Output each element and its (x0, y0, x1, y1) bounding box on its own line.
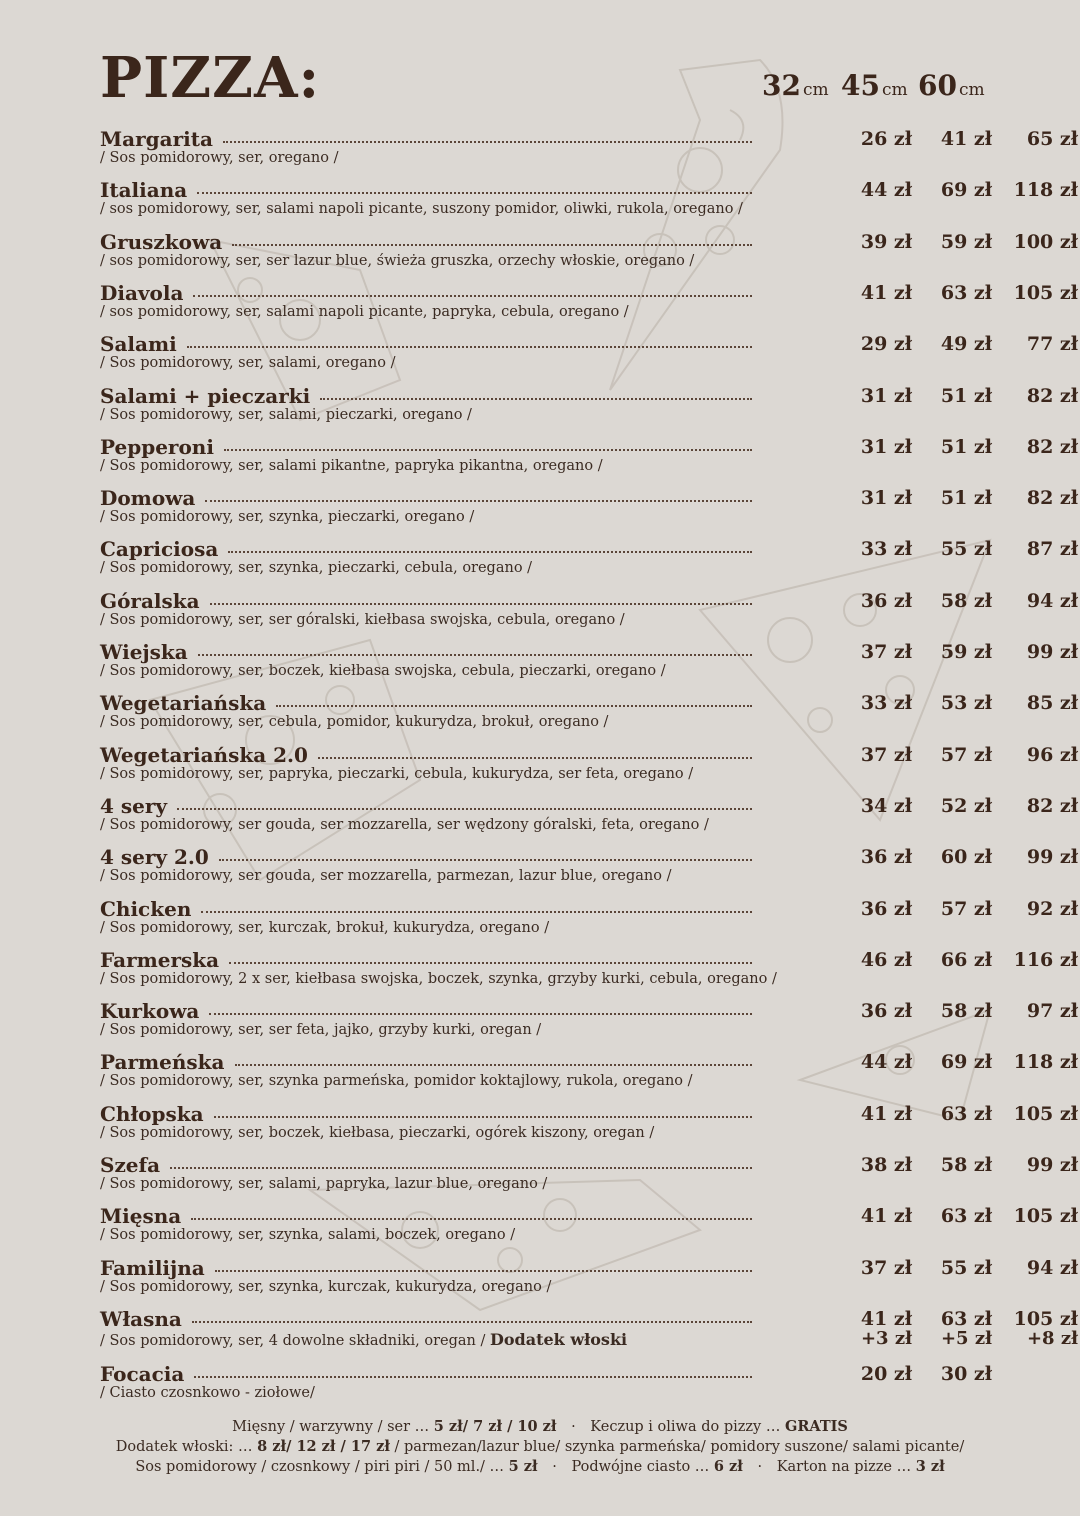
dot-leader (210, 603, 752, 605)
price-45: 30 zł (940, 1363, 992, 1385)
dot-leader (232, 244, 752, 246)
price-32: 33 zł (860, 538, 912, 560)
price-45: 63 zł (940, 282, 992, 304)
size-header-45: 45 cm (841, 69, 908, 102)
price-60: 116 zł (1013, 949, 1078, 971)
menu-item (100, 588, 1078, 632)
item-description: / Sos pomidorowy, ser, kurczak, brokuł, kukurydza, oregano / (100, 920, 550, 936)
dot-leader (194, 1376, 752, 1378)
item-description: / Sos pomidorowy, 2 x ser, kiełbasa swojska, boczek, szynka, grzyby kurki, cebula, oregano / (100, 971, 777, 987)
item-description: / Sos pomidorowy, ser, szynka, kurczak, kukurydza, oregano / (100, 1279, 552, 1295)
price-32: 37 zł (860, 641, 912, 663)
menu-item (100, 793, 1078, 837)
addon-price-60: +8 zł (1026, 1328, 1078, 1349)
price-32: 44 zł (860, 1051, 912, 1073)
menu-item (100, 1152, 1078, 1196)
price-60: 99 zł (1026, 1154, 1078, 1176)
price-45: 41 zł (940, 128, 992, 150)
price-60: 99 zł (1026, 641, 1078, 663)
dot-leader (191, 1218, 752, 1220)
price-60: 82 zł (1026, 385, 1078, 407)
price-60: 97 zł (1026, 1000, 1078, 1022)
dot-leader (198, 654, 752, 656)
item-name: Wegetariańska 2.0 (100, 743, 308, 767)
item-name: Góralska (100, 589, 200, 613)
item-name: Farmerska (100, 948, 220, 972)
addon-price-45: +5 zł (940, 1328, 992, 1349)
menu-item (100, 690, 1078, 734)
price-60: 105 zł (1013, 1308, 1078, 1330)
price-45: 69 zł (940, 179, 992, 201)
price-32: 36 zł (860, 846, 912, 868)
item-description: / Sos pomidorowy, ser, salami pikantne, papryka pikantna, oregano / (100, 458, 603, 474)
price-45: 63 zł (940, 1308, 992, 1330)
item-name: Własna (100, 1307, 182, 1331)
item-name: Chicken (100, 897, 192, 921)
item-name: Focacia (100, 1362, 185, 1386)
menu-item (100, 844, 1078, 888)
dot-leader (223, 141, 752, 143)
item-name: Szefa (100, 1153, 161, 1177)
item-name: Mięsna (100, 1204, 182, 1228)
dot-leader (192, 1321, 752, 1323)
menu-item (100, 1049, 1078, 1093)
price-45: 51 zł (940, 436, 992, 458)
menu-item (100, 229, 1078, 273)
price-60: 87 zł (1026, 538, 1078, 560)
price-32: 36 zł (860, 898, 912, 920)
price-45: 51 zł (940, 487, 992, 509)
price-32: 34 zł (860, 795, 912, 817)
item-description: / Sos pomidorowy, ser, papryka, pieczarki, cebula, kukurydza, ser feta, oregano / (100, 766, 694, 782)
price-32: 37 zł (860, 1257, 912, 1279)
item-description: / sos pomidorowy, ser, salami napoli picante, suszony pomidor, oliwki, rukola, oregano / (100, 201, 743, 217)
menu-item (100, 383, 1078, 427)
price-32: 33 zł (860, 692, 912, 714)
price-60: 65 zł (1026, 128, 1078, 150)
price-32: 31 zł (860, 487, 912, 509)
price-60: 85 zł (1026, 692, 1078, 714)
price-32: 41 zł (860, 1205, 912, 1227)
item-description: / Sos pomidorowy, ser, ser feta, jajko, grzyby kurki, oregan / (100, 1022, 542, 1038)
item-name: Salami (100, 332, 177, 356)
item-description: / sos pomidorowy, ser, salami napoli picante, papryka, cebula, oregano / (100, 304, 629, 320)
price-45: 53 zł (940, 692, 992, 714)
item-name: Wiejska (100, 640, 188, 664)
price-32: 20 zł (860, 1363, 912, 1385)
size-header-32: 32 cm (762, 69, 829, 102)
item-name: Capriciosa (100, 537, 219, 561)
price-60: 100 zł (1013, 231, 1078, 253)
price-45: 58 zł (940, 1000, 992, 1022)
price-60: 94 zł (1026, 1257, 1078, 1279)
price-45: 49 zł (940, 333, 992, 355)
item-description: / Sos pomidorowy, ser, oregano / (100, 150, 339, 166)
price-45: 55 zł (940, 1257, 992, 1279)
price-32: 41 zł (860, 1103, 912, 1125)
item-description: / Sos pomidorowy, ser, cebula, pomidor, kukurydza, brokuł, oregano / (100, 714, 609, 730)
item-name: Pepperoni (100, 435, 214, 459)
item-description: / Sos pomidorowy, ser, salami, pieczarki, oregano / (100, 407, 472, 423)
footer-line-3: Sos pomidorowy / czosnkowy / piri piri / 50 ml./ … 5 zł · Podwójne ciasto … 6 zł · Karton na pizze … 3 zł (135, 1458, 945, 1475)
menu-item (100, 536, 1078, 580)
price-32: 26 zł (860, 128, 912, 150)
menu-item (100, 331, 1078, 375)
price-32: 41 zł (860, 1308, 912, 1330)
dot-leader (219, 859, 752, 861)
addon-price-32: +3 zł (860, 1328, 912, 1349)
price-32: 36 zł (860, 590, 912, 612)
item-description: / Sos pomidorowy, ser, szynka, pieczarki, oregano / (100, 509, 475, 525)
dot-leader (209, 1013, 752, 1015)
dot-leader (177, 808, 752, 810)
item-name: Wegetariańska (100, 691, 267, 715)
item-description: / Sos pomidorowy, ser, salami, papryka, lazur blue, oregano / (100, 1176, 548, 1192)
item-description: / Sos pomidorowy, ser, szynka, salami, boczek, oregano / (100, 1227, 516, 1243)
price-45: 63 zł (940, 1205, 992, 1227)
price-60: 105 zł (1013, 282, 1078, 304)
dot-leader (197, 192, 752, 194)
item-description: / Sos pomidorowy, ser, boczek, kiełbasa, pieczarki, ogórek kiszony, oregan / (100, 1125, 655, 1141)
item-description: / Ciasto czosnkowo - ziołowe/ (100, 1385, 315, 1401)
price-32: 29 zł (860, 333, 912, 355)
item-description: / Sos pomidorowy, ser, szynka, pieczarki, cebula, oregano / (100, 560, 533, 576)
menu-item (100, 639, 1078, 683)
price-60: 82 zł (1026, 487, 1078, 509)
price-45: 59 zł (940, 641, 992, 663)
item-name: Diavola (100, 281, 184, 305)
item-name: Italiana (100, 178, 188, 202)
price-32: 31 zł (860, 385, 912, 407)
item-description: / Sos pomidorowy, ser, 4 dowolne składniki, oregan / Dodatek włoski (100, 1330, 628, 1349)
menu-item (100, 126, 1078, 170)
price-32: 38 zł (860, 1154, 912, 1176)
item-name: Gruszkowa (100, 230, 223, 254)
item-description: / Sos pomidorowy, ser, ser góralski, kiełbasa swojska, cebula, oregano / (100, 612, 625, 628)
price-32: 37 zł (860, 744, 912, 766)
dot-leader (193, 295, 752, 297)
item-name: Kurkowa (100, 999, 200, 1023)
dot-leader (215, 1270, 752, 1272)
item-name: 4 sery 2.0 (100, 845, 209, 869)
price-60: 118 zł (1013, 1051, 1078, 1073)
dot-leader (201, 911, 752, 913)
price-45: 57 zł (940, 898, 992, 920)
price-45: 52 zł (940, 795, 992, 817)
dot-leader (214, 1116, 752, 1118)
menu-item-wlasna (100, 1306, 1078, 1354)
dot-leader (228, 551, 752, 553)
menu-item (100, 742, 1078, 786)
price-60: 96 zł (1026, 744, 1078, 766)
price-32: 41 zł (860, 282, 912, 304)
item-name: Parmeńska (100, 1050, 225, 1074)
footer-line-1: Mięsny / warzywny / ser … 5 zł/ 7 zł / 10 zł · Keczup i oliwa do pizzy … GRATIS (232, 1418, 848, 1435)
price-60: 92 zł (1026, 898, 1078, 920)
price-32: 44 zł (860, 179, 912, 201)
price-45: 51 zł (940, 385, 992, 407)
size-header-60: 60 cm (918, 69, 985, 102)
item-description: / Sos pomidorowy, ser gouda, ser mozzarella, parmezan, lazur blue, oregano / (100, 868, 672, 884)
menu-item (100, 998, 1078, 1042)
price-32: 31 zł (860, 436, 912, 458)
price-60: 99 zł (1026, 846, 1078, 868)
price-45: 69 zł (940, 1051, 992, 1073)
item-name: Familijna (100, 1256, 205, 1280)
footer-line-2: Dodatek włoski: … 8 zł/ 12 zł / 17 zł / parmezan/lazur blue/ szynka parmeńska/ pomidory suszone/ salami picante/ (115, 1438, 965, 1455)
price-45: 60 zł (940, 846, 992, 868)
price-32: 39 zł (860, 231, 912, 253)
item-name: 4 sery (100, 794, 168, 818)
dot-leader (276, 705, 752, 707)
price-45: 59 zł (940, 231, 992, 253)
price-60: 94 zł (1026, 590, 1078, 612)
item-description: / Sos pomidorowy, ser gouda, ser mozzarella, ser wędzony góralski, feta, oregano / (100, 817, 709, 833)
menu-item-focacia (100, 1361, 992, 1405)
menu-item (100, 485, 1078, 529)
price-32: 36 zł (860, 1000, 912, 1022)
price-60: 82 zł (1026, 436, 1078, 458)
menu-item (100, 896, 1078, 940)
price-60: 105 zł (1013, 1205, 1078, 1227)
menu-item (100, 1203, 1078, 1247)
menu-item (100, 1101, 1078, 1145)
dot-leader (187, 346, 752, 348)
price-45: 66 zł (940, 949, 992, 971)
price-60: 118 zł (1013, 179, 1078, 201)
menu-item (100, 947, 1078, 991)
dot-leader (205, 500, 752, 502)
item-description: / Sos pomidorowy, ser, szynka parmeńska, pomidor koktajlowy, rukola, oregano / (100, 1073, 693, 1089)
dot-leader (170, 1167, 752, 1169)
item-name: Margarita (100, 127, 213, 151)
price-45: 63 zł (940, 1103, 992, 1125)
menu-item (100, 280, 1078, 324)
item-description: / Sos pomidorowy, ser, salami, oregano / (100, 355, 396, 371)
dot-leader (320, 398, 752, 400)
page-title: PIZZA: (100, 45, 321, 111)
item-name: Domowa (100, 486, 196, 510)
price-60: 105 zł (1013, 1103, 1078, 1125)
price-60: 77 zł (1026, 333, 1078, 355)
price-45: 55 zł (940, 538, 992, 560)
price-45: 58 zł (940, 1154, 992, 1176)
dot-leader (318, 757, 752, 759)
price-32: 46 zł (860, 949, 912, 971)
dot-leader (235, 1064, 752, 1066)
item-description: / sos pomidorowy, ser, ser lazur blue, świeża gruszka, orzechy włoskie, oregano / (100, 253, 695, 269)
dot-leader (224, 449, 752, 451)
price-45: 58 zł (940, 590, 992, 612)
menu-item (100, 1255, 1078, 1299)
item-name: Chłopska (100, 1102, 204, 1126)
price-45: 57 zł (940, 744, 992, 766)
price-60: 82 zł (1026, 795, 1078, 817)
menu-item (100, 177, 1078, 221)
item-description: / Sos pomidorowy, ser, boczek, kiełbasa swojska, cebula, pieczarki, oregano / (100, 663, 666, 679)
item-name: Salami + pieczarki (100, 384, 311, 408)
dot-leader (229, 962, 752, 964)
menu-item (100, 434, 1078, 478)
